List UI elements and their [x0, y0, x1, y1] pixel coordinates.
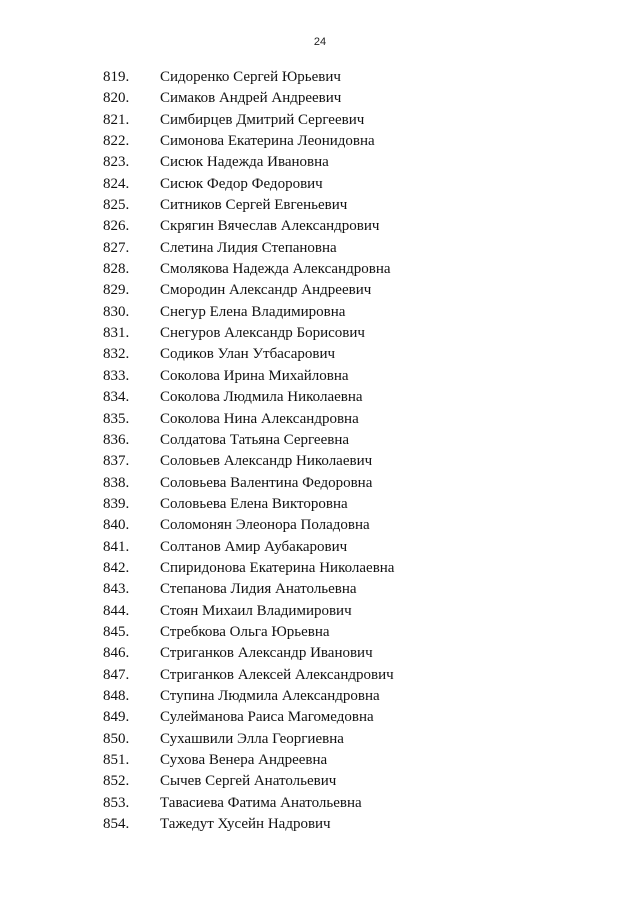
list-item [0, 387, 640, 408]
list-item [0, 622, 640, 643]
entry-number: 835. [103, 410, 130, 427]
entry-number: 841. [103, 538, 130, 555]
list-item [0, 537, 640, 558]
entry-number: 848. [103, 687, 130, 704]
entry-number: 823. [103, 154, 130, 171]
entry-number: 831. [103, 325, 130, 342]
entry-number: 825. [103, 197, 130, 214]
list-item [0, 729, 640, 750]
list-item [0, 814, 640, 835]
list-item [0, 409, 640, 430]
entry-name: Сулейманова Раиса Магомедовна [160, 709, 374, 726]
entry-name: Содиков Улан Утбасарович [160, 346, 336, 363]
list-item [0, 216, 640, 237]
list-item [0, 110, 640, 131]
list-item [0, 302, 640, 323]
list-item [0, 750, 640, 771]
list-item [0, 707, 640, 728]
entry-name: Соколова Людмила Николаевна [160, 389, 363, 406]
name-list [0, 67, 640, 835]
entry-name: Симонова Екатерина Леонидовна [160, 133, 375, 150]
entry-name: Сухова Венера Андреевна [160, 752, 328, 768]
entry-name: Слетина Лидия Степановна [160, 239, 337, 256]
entry-number: 827. [103, 239, 130, 256]
entry-name: Стребкова Ольга Юрьевна [160, 623, 330, 640]
entry-number: 820. [103, 90, 130, 107]
entry-number: 843. [103, 581, 130, 598]
entry-name: Солтанов Амир Аубакарович [160, 538, 348, 555]
entry-name: Соколова Ирина Михайловна [160, 367, 349, 384]
entry-number: 836. [103, 431, 130, 448]
list-item [0, 366, 640, 387]
entry-number: 834. [103, 389, 130, 406]
list-item [0, 152, 640, 173]
entry-name: Ситников Сергей Евгеньевич [160, 197, 348, 214]
list-item [0, 579, 640, 600]
entry-number: 826. [103, 218, 130, 235]
entry-name: Ступина Людмила Александровна [160, 687, 380, 704]
list-item [0, 67, 640, 88]
entry-number: 833. [103, 367, 130, 384]
entry-name: Снегуров Александр Борисович [160, 325, 365, 342]
entry-name: Степанова Лидия Анатольевна [160, 581, 357, 598]
entry-name: Стоян Михаил Владимирович [160, 602, 352, 619]
entry-name: Тавасиева Фатима Анатольевна [160, 794, 362, 811]
entry-name: Симбирцев Дмитрий Сергеевич [160, 111, 365, 128]
entry-number: 853. [103, 794, 130, 811]
entry-number: 838. [103, 474, 130, 491]
entry-number: 819. [103, 69, 130, 85]
entry-number: 849. [103, 709, 130, 726]
entry-number: 840. [103, 517, 130, 534]
entry-name: Стриганков Алексей Александрович [160, 666, 394, 683]
list-item [0, 494, 640, 515]
entry-name: Сычев Сергей Анатольевич [160, 773, 337, 790]
list-item [0, 515, 640, 536]
page-number: 24 [313, 36, 327, 48]
list-item [0, 195, 640, 216]
entry-name: Смородин Александр Андреевич [160, 282, 372, 299]
entry-number: 851. [103, 752, 130, 768]
list-item [0, 643, 640, 664]
entry-number: 830. [103, 303, 130, 320]
list-item [0, 280, 640, 301]
entry-number: 822. [103, 133, 130, 150]
entry-number: 837. [103, 453, 130, 470]
list-item [0, 665, 640, 686]
entry-number: 828. [103, 261, 130, 278]
entry-name: Спиридонова Екатерина Николаевна [160, 559, 395, 576]
entry-number: 844. [103, 602, 130, 619]
list-item [0, 771, 640, 792]
entry-number: 846. [103, 645, 130, 662]
list-item [0, 259, 640, 280]
list-item [0, 473, 640, 494]
entry-name: Солдатова Татьяна Сергеевна [160, 431, 350, 448]
entry-number: 832. [103, 346, 130, 363]
list-item [0, 601, 640, 622]
entry-name: Соловьева Валентина Федоровна [160, 474, 373, 491]
list-item [0, 131, 640, 152]
entry-name: Тажедут Хусейн Надрович [160, 816, 331, 833]
entry-number: 839. [103, 495, 130, 512]
entry-name: Сидоренко Сергей Юрьевич [160, 69, 341, 85]
entry-name: Смолякова Надежда Александровна [160, 261, 391, 278]
list-item [0, 686, 640, 707]
entry-name: Скрягин Вячеслав Александрович [160, 218, 380, 235]
entry-number: 852. [103, 773, 130, 790]
list-item [0, 88, 640, 109]
entry-name: Сисюк Федор Федорович [160, 175, 323, 192]
list-item [0, 430, 640, 451]
entry-number: 842. [103, 559, 130, 576]
entry-name: Сисюк Надежда Ивановна [160, 154, 329, 171]
entry-name: Стриганков Александр Иванович [160, 645, 373, 662]
entry-number: 824. [103, 175, 130, 192]
entry-name: Соколова Нина Александровна [160, 410, 359, 427]
list-item [0, 451, 640, 472]
entry-name: Соловьев Александр Николаевич [160, 453, 373, 470]
entry-name: Соломонян Элеонора Поладовна [160, 517, 370, 534]
entry-name: Снегур Елена Владимировна [160, 303, 346, 320]
entry-name: Симаков Андрей Андреевич [160, 90, 342, 107]
entry-number: 829. [103, 282, 130, 299]
entry-number: 850. [103, 730, 130, 747]
list-item [0, 793, 640, 814]
list-item [0, 558, 640, 579]
entry-name: Соловьева Елена Викторовна [160, 495, 348, 512]
entry-number: 821. [103, 111, 130, 128]
entry-name: Сухашвили Элла Георгиевна [160, 730, 344, 747]
entry-number: 847. [103, 666, 130, 683]
entry-number: 845. [103, 623, 130, 640]
list-item [0, 174, 640, 195]
entry-number: 854. [103, 816, 130, 833]
list-item [0, 323, 640, 344]
list-item [0, 344, 640, 365]
list-item [0, 238, 640, 259]
